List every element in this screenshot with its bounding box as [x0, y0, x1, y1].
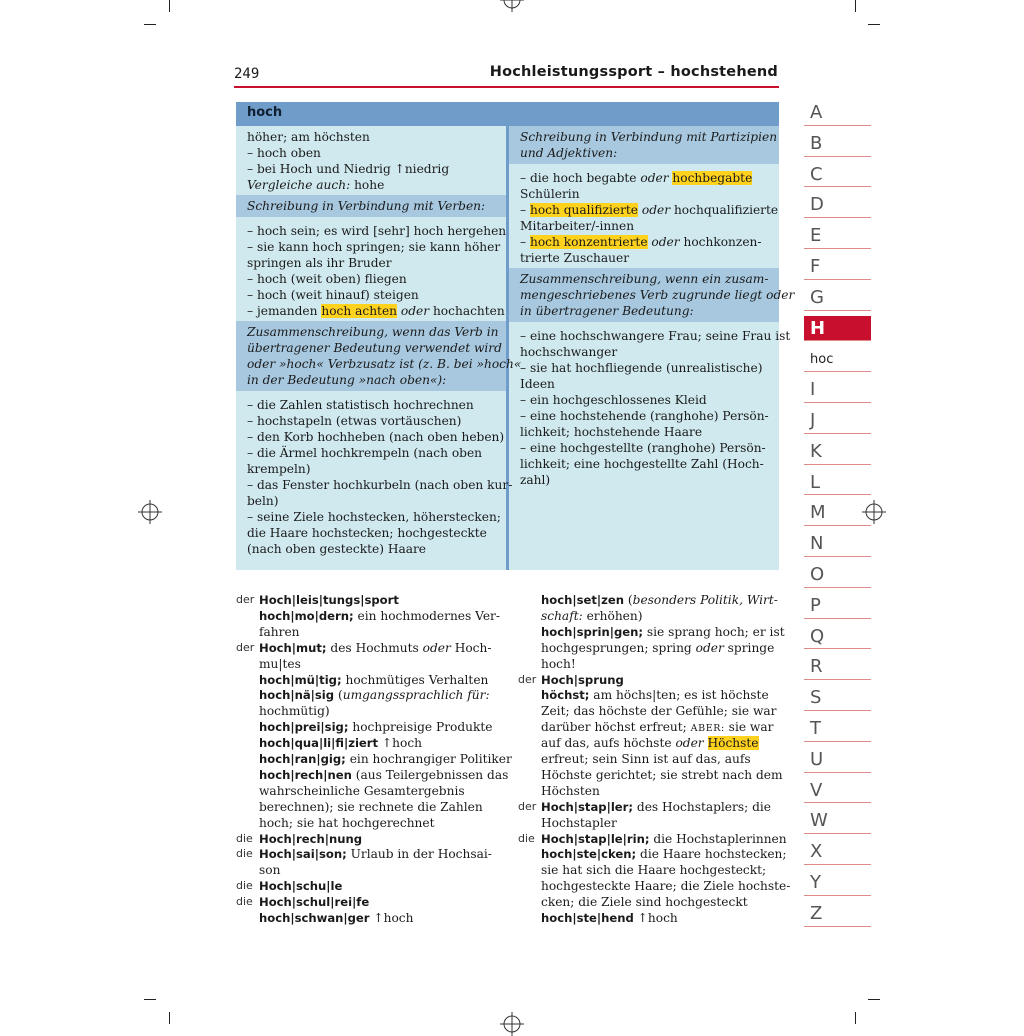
thumb-index-rule	[804, 741, 871, 742]
entry-line	[541, 799, 771, 815]
entry-text: erfreut; sein Sinn ist auf das, aufs	[541, 752, 751, 766]
entry-headword: Hoch|leis|tungs|sport	[259, 593, 399, 607]
entry-headword: Hoch|schul|rei|fe	[259, 895, 370, 910]
thumb-index-rule	[804, 186, 871, 187]
thumb-index-p[interactable]: P	[810, 594, 821, 616]
entry-line	[259, 735, 422, 751]
entry-article: die	[236, 895, 253, 909]
entry-article: die	[518, 831, 535, 845]
crop-mark	[868, 999, 880, 1000]
thumb-index-rule	[804, 926, 871, 927]
info-box-section-heading: oder »hoch« Verbzusatz ist (z. B. bei »hoch«	[247, 357, 522, 371]
info-box-line: – die Ärmel hochkrempeln (nach oben	[247, 446, 483, 460]
entry-headword: hoch|schwan|ger	[259, 911, 370, 925]
entry-article: der	[236, 593, 255, 606]
entry-line	[259, 846, 492, 862]
entry-line	[259, 719, 493, 735]
entry-headword: Hoch|schu|le	[259, 879, 343, 894]
thumb-index-rule	[804, 587, 871, 588]
thumb-index-w[interactable]: W	[810, 810, 828, 832]
info-box-line: – die Zahlen statistisch hochrechnen	[247, 398, 474, 412]
entry-article: der	[518, 672, 537, 686]
thumb-index-s[interactable]: S	[810, 687, 822, 709]
entry-headword: hoch|set|zen	[541, 593, 624, 607]
entry-line	[541, 656, 576, 672]
info-box-line: – jemanden hoch achten oder hochachten	[247, 304, 505, 318]
info-box-line: – ein hochgeschlossenes Kleid	[520, 393, 707, 407]
entry-line	[541, 687, 769, 703]
info-box-line: – hochstapeln (etwas vortäuschen)	[247, 414, 462, 428]
info-box-line: trierte Zuschauer	[520, 251, 630, 265]
info-box-line: – eine hochschwangere Frau; seine Frau ist	[520, 329, 791, 343]
entry-line	[259, 910, 413, 926]
thumb-index-rule	[804, 494, 871, 495]
entry-text: (besonders Politik, Wirt-	[624, 593, 778, 607]
thumb-index-rule	[804, 310, 871, 311]
entry-headword: Hoch|stap|ler;	[541, 799, 634, 814]
thumb-index-rule	[804, 618, 871, 619]
thumb-index-n[interactable]: N	[810, 533, 824, 555]
info-box-line: – hoch (weit oben) fliegen	[247, 272, 407, 286]
info-box-section-heading: mengeschriebenes Verb zugrunde liegt oder	[520, 288, 795, 302]
thumb-index-rule	[804, 833, 871, 834]
entry-line	[541, 846, 787, 862]
entry-headword: hoch|ste|hend	[541, 911, 634, 925]
thumb-index-c[interactable]: C	[810, 163, 823, 185]
thumb-index-y[interactable]: Y	[810, 872, 821, 893]
info-box-section-heading: Schreibung in Verbindung mit Verben:	[247, 199, 486, 213]
entry-line	[259, 751, 512, 767]
info-box-line: höher; am höchsten	[247, 130, 370, 144]
entry-line	[259, 815, 435, 831]
info-box-line: hochschwanger	[520, 345, 618, 359]
thumb-index-rule	[804, 772, 871, 773]
info-box-line: lichkeit; eine hochgestellte Zahl (Hoch-	[520, 457, 764, 471]
entry-headword: hoch|ste|cken;	[541, 847, 637, 862]
entry-text: ein hochrangiger Politiker	[345, 752, 512, 766]
thumb-index-rule	[804, 556, 871, 557]
thumb-index-t[interactable]: T	[810, 718, 821, 739]
thumb-index-z[interactable]: Z	[810, 902, 823, 924]
thumb-index-rule	[804, 864, 871, 865]
entry-text: ↑hoch	[378, 736, 422, 751]
thumb-index-rule	[804, 340, 871, 341]
entry-headword: hoch|qua|li|fi|ziert	[259, 736, 379, 751]
info-box-section-heading: übertragener Bedeutung verwendet wird	[247, 341, 502, 355]
page-number: 249	[234, 66, 260, 82]
entry-text: hoch!	[541, 656, 576, 671]
info-box-line: – hoch (weit hinauf) steigen	[247, 288, 419, 302]
info-box-line: lichkeit; hochstehende Haare	[520, 425, 703, 439]
entry-text: ↑hoch	[633, 911, 678, 925]
entry-text: (umgangssprachlich für:	[334, 688, 490, 703]
thumb-index-rule	[804, 279, 871, 280]
thumb-index-r[interactable]: R	[810, 656, 823, 678]
entry-line	[541, 894, 748, 910]
entry-headword: hoch|nä|sig	[259, 688, 335, 703]
crop-mark	[855, 1012, 856, 1024]
entry-text: son	[259, 863, 281, 878]
info-box-line: – hoch sein; es wird [sehr] hoch hergehen	[247, 224, 507, 238]
info-box-line: Vergleiche auch: hohe	[247, 178, 385, 192]
info-box-line: – den Korb hochheben (nach oben heben)	[247, 430, 505, 444]
entry-headword: hoch|mo|dern;	[259, 608, 354, 623]
entry-line	[541, 640, 774, 656]
crop-mark	[169, 1012, 170, 1024]
registration-mark-icon	[500, 0, 524, 12]
thumb-index-q[interactable]: Q	[810, 625, 825, 647]
entry-line	[541, 703, 776, 719]
entry-line	[259, 672, 488, 688]
entry-headword: hoch|mü|tig;	[259, 672, 342, 687]
info-box-line: beln)	[247, 494, 279, 508]
info-box-line: Schülerin	[520, 187, 580, 201]
entry-line	[259, 767, 508, 783]
info-box-section-heading: Zusammenschreibung, wenn ein zusam-	[520, 272, 769, 286]
info-box-line: die Haare hochstecken; hochgesteckte	[247, 526, 487, 540]
info-box-section-heading: Schreibung in Verbindung mit Partizipien	[520, 130, 778, 144]
entry-text: hochpreisige Produkte	[348, 720, 493, 735]
entry-text: Höchsten	[541, 783, 600, 798]
entry-line	[541, 608, 642, 624]
thumb-index-f[interactable]: F	[810, 256, 821, 277]
entry-line	[541, 831, 787, 847]
crop-mark	[855, 0, 856, 12]
thumb-index-rule	[804, 710, 871, 711]
entry-text: wahrscheinliche Gesamtergebnis	[259, 783, 465, 798]
thumb-index-a[interactable]: A	[810, 102, 823, 123]
entry-text: cken; die Ziele sind hochgesteckt	[541, 895, 748, 910]
thumb-index-rule	[804, 217, 871, 218]
entry-text: des Hochmuts oder Hoch-	[326, 640, 492, 655]
info-box-section-heading: in übertragener Bedeutung:	[520, 304, 694, 318]
entry-text: hoch; sie hat hochgerechnet	[259, 815, 435, 830]
info-box-line: – hoch qualifizierte oder hochqualifizierte	[520, 203, 779, 217]
info-box-line: – bei Hoch und Niedrig ↑niedrig	[247, 162, 450, 176]
entry-text: die Haare hochstecken;	[636, 847, 787, 862]
thumb-index-rule	[804, 525, 871, 526]
thumb-index-m[interactable]: M	[810, 502, 826, 524]
crop-mark	[868, 24, 880, 25]
entry-line	[259, 799, 483, 815]
thumb-index-h[interactable]: H	[810, 317, 826, 339]
crop-mark	[144, 999, 156, 1000]
entry-line	[541, 735, 759, 751]
thumb-index-b[interactable]: B	[810, 132, 823, 154]
info-box-title: hoch	[247, 105, 283, 120]
info-box	[236, 102, 795, 570]
entry-text: des Hochstaplers; die	[633, 799, 771, 814]
thumb-index-i[interactable]: I	[810, 379, 816, 401]
column-separator	[506, 126, 509, 570]
info-box-header	[236, 102, 779, 126]
entry-article: die	[236, 831, 253, 845]
thumb-index-rule	[804, 248, 871, 249]
entry-headword: höchst;	[541, 688, 590, 703]
info-box-line: Ideen	[520, 377, 555, 391]
registration-mark-icon	[500, 1012, 524, 1036]
info-box-line: – hoch oben	[247, 146, 321, 160]
thumb-index-rule	[804, 402, 871, 403]
info-box-line: – eine hochstehende (ranghohe) Persön-	[520, 409, 769, 423]
entry-text: am höchs|ten; es ist höchste	[589, 688, 769, 703]
entry-text: hochmütiges Verhalten	[341, 672, 489, 687]
entry-line	[541, 862, 766, 878]
thumb-index-rule	[804, 895, 871, 896]
info-box-line: springen als ihr Bruder	[247, 256, 392, 270]
entry-line	[259, 831, 362, 847]
entry-headword: hoch|prei|sig;	[259, 720, 349, 735]
entry-line	[541, 767, 783, 783]
thumb-index-rule	[804, 464, 871, 465]
crop-mark	[144, 24, 156, 25]
header-rule	[234, 86, 779, 88]
thumb-index-d[interactable]: D	[810, 194, 824, 216]
thumb-index-v[interactable]: V	[810, 779, 823, 801]
info-box-section-heading: in der Bedeutung »nach oben«):	[247, 373, 447, 387]
entry-line	[259, 687, 490, 703]
entry-line	[541, 910, 678, 926]
thumb-index-hoc[interactable]: hoc	[810, 352, 834, 368]
thumb-index-u[interactable]: U	[810, 748, 824, 770]
thumb-index-rule	[804, 371, 871, 372]
entry-headword: hoch|sprin|gen;	[541, 624, 644, 639]
crop-mark	[169, 0, 170, 12]
entry-text: Urlaub in der Hochsai-	[346, 847, 492, 862]
registration-mark-icon	[138, 500, 162, 524]
entry-text: sie hat sich die Haare hochgesteckt;	[541, 863, 767, 878]
entry-headword: Hoch|sprung	[541, 672, 624, 687]
entry-line	[541, 878, 790, 894]
entry-line	[259, 894, 369, 910]
entry-article: der	[236, 640, 255, 654]
thumb-index-rule	[804, 156, 871, 157]
entry-line	[259, 703, 330, 719]
info-box-line: – sie kann hoch springen; sie kann höher	[247, 240, 501, 254]
entry-text: auf das, aufs höchste oder Höchste	[541, 736, 759, 751]
entry-text: darüber höchst erfreut; ABER: sie war	[541, 720, 774, 735]
entry-text: berechnen); sie rechnete die Zahlen	[259, 799, 483, 814]
entry-text: hochmütig)	[259, 704, 330, 719]
info-box-line: – eine hochgestellte (ranghohe) Persön-	[520, 441, 766, 455]
thumb-index-e[interactable]: E	[810, 225, 822, 247]
entry-text: hochgesteckte Haare; die Ziele hochste-	[541, 879, 791, 894]
info-box-line: zahl)	[520, 473, 551, 487]
entry-text: sie sprang hoch; er ist	[643, 624, 785, 639]
entry-line	[259, 862, 280, 878]
entry-article: der	[518, 799, 537, 813]
thumb-index-rule	[804, 125, 871, 126]
entry-line	[259, 608, 500, 624]
entry-headword: Hoch|sai|son;	[259, 847, 347, 862]
info-box-section-heading: Zusammenschreibung, wenn das Verb in	[247, 325, 499, 339]
entry-text: mu|tes	[259, 656, 301, 671]
entry-line	[541, 672, 624, 688]
entry-line	[541, 783, 600, 799]
info-box-line: Mitarbeiter/-innen	[520, 219, 635, 233]
entry-line	[259, 878, 342, 894]
thumb-index-rule	[804, 802, 871, 803]
info-box-line: – seine Ziele hochstecken, höherstecken;	[247, 510, 501, 524]
thumb-index-g[interactable]: G	[810, 286, 824, 308]
entry-text: ↑hoch	[369, 911, 414, 925]
entry-headword: hoch|rech|nen	[259, 767, 352, 782]
thumb-index-l[interactable]: L	[810, 471, 821, 493]
info-box-line: – sie hat hochfliegende (unrealistische)	[520, 361, 763, 375]
entry-line	[541, 592, 778, 608]
entry-text: Hochstapler	[541, 815, 617, 830]
entry-text: Höchste gerichtet; sie strebt nach dem	[541, 767, 783, 782]
thumb-index-rule	[804, 679, 871, 680]
entry-line	[541, 751, 751, 767]
entry-headword: Hoch|stap|le|rin;	[541, 831, 650, 846]
entry-headword: Hoch|mut;	[259, 640, 327, 655]
entry-line	[259, 783, 465, 799]
entry-headword: hoch|ran|gig;	[259, 752, 346, 766]
entry-text: fahren	[259, 624, 300, 639]
thumb-index-j[interactable]: J	[810, 410, 816, 431]
entry-line	[259, 640, 491, 656]
entry-line	[259, 592, 399, 608]
thumb-index-rule	[804, 648, 871, 649]
entry-text: hochgesprungen; spring oder springe	[541, 640, 775, 655]
info-box-line: – hoch konzentrierte oder hochkonzen-	[520, 235, 762, 249]
entry-text: ein hochmodernes Ver-	[353, 608, 500, 623]
thumb-index-rule	[804, 433, 871, 434]
entry-article: die	[236, 879, 253, 893]
entry-text: (aus Teilergebnissen das	[351, 767, 509, 782]
thumb-index-o[interactable]: O	[810, 564, 825, 585]
entry-text: die Hochstaplerinnen	[649, 831, 787, 846]
entry-line	[541, 815, 617, 831]
entry-headword: Hoch|rech|nung	[259, 831, 363, 846]
info-box-line: (nach oben gesteckte) Haare	[247, 542, 427, 556]
entry-text: Zeit; das höchste der Gefühle; sie war	[541, 704, 777, 719]
thumb-index-k[interactable]: K	[810, 440, 822, 462]
entry-text: schaft: erhöhen)	[541, 608, 643, 623]
entry-line	[541, 624, 785, 640]
entry-line	[259, 656, 301, 672]
thumb-index-x[interactable]: X	[810, 841, 823, 863]
info-box-section-heading: und Adjektiven:	[520, 146, 618, 160]
running-head: Hochleistungssport – hochstehend	[489, 64, 778, 80]
info-box-line: – das Fenster hochkurbeln (nach oben kur-	[247, 478, 513, 492]
info-box-line: – die hoch begabte oder hochbegabte	[520, 171, 753, 185]
info-box-line: krempeln)	[247, 462, 311, 476]
entry-article: die	[236, 847, 253, 861]
entry-line	[259, 624, 300, 640]
